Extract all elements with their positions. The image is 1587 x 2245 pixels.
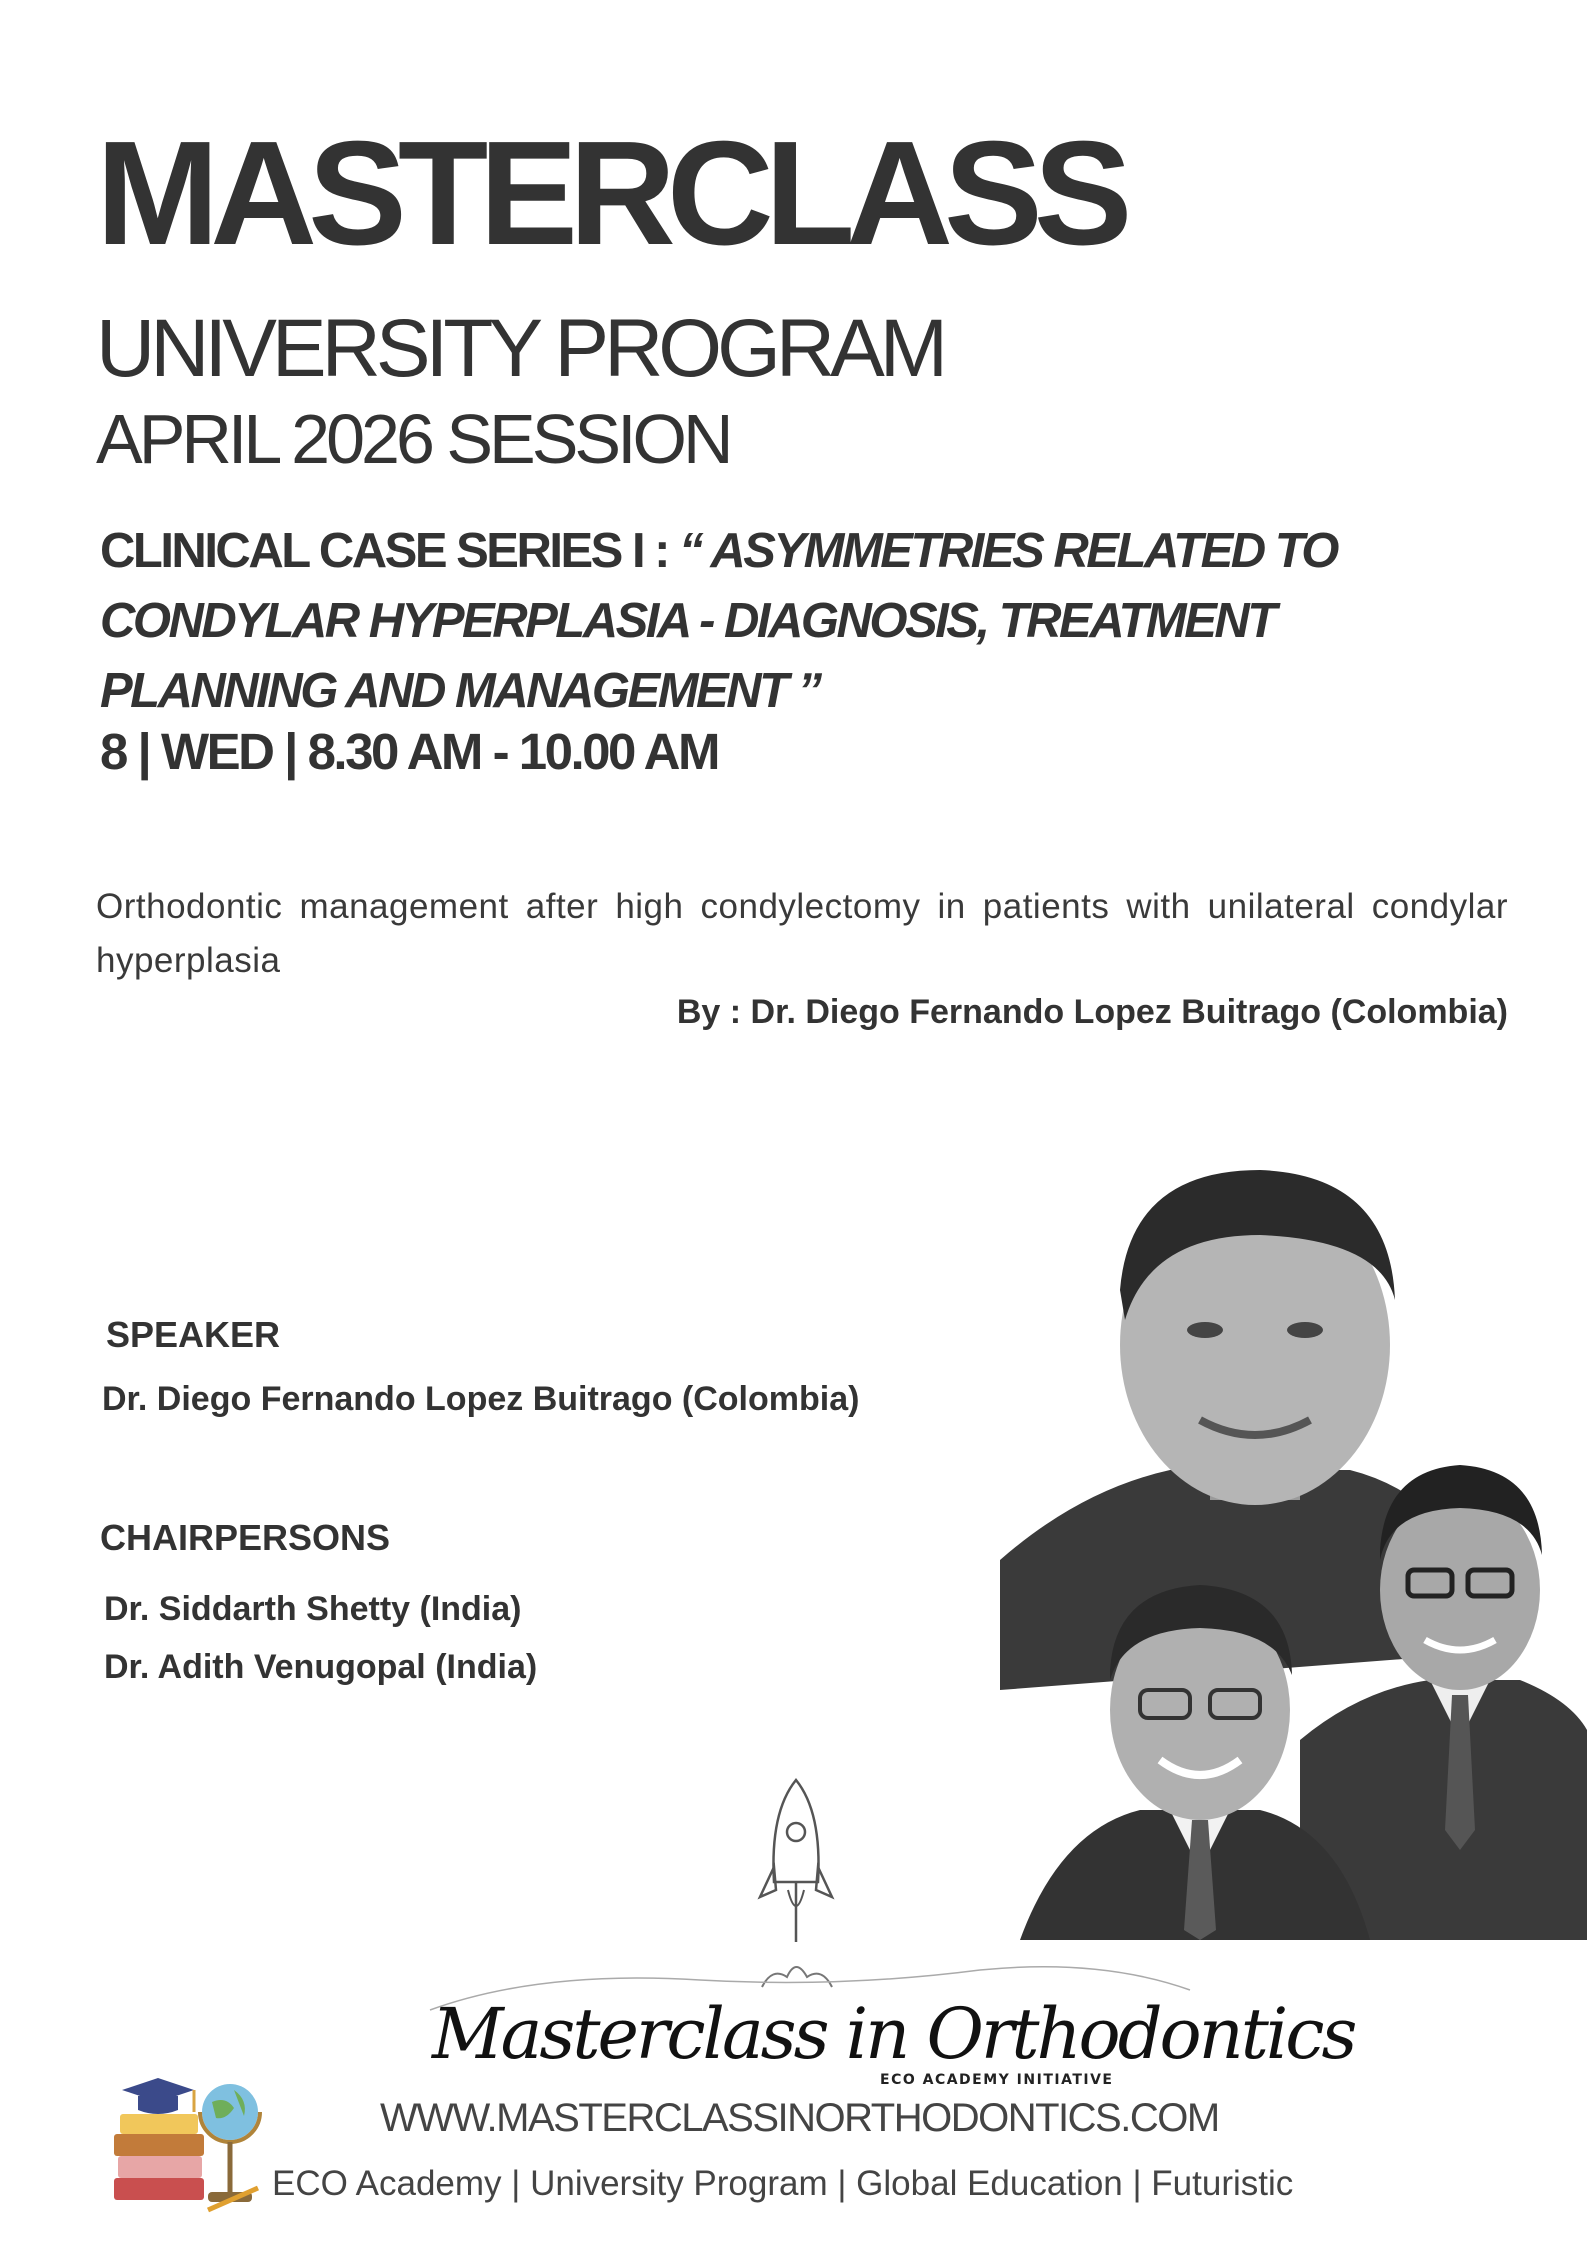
speaker-heading: SPEAKER (106, 1314, 281, 1355)
logo-subtitle: ECO ACADEMY INITIATIVE (880, 2072, 1114, 2088)
series-prefix: CLINICAL CASE SERIES I : (100, 524, 680, 578)
chairpersons-heading: CHAIRPERSONS (100, 1517, 391, 1558)
schedule: 8 | WED | 8.30 AM - 10.00 AM (100, 723, 718, 780)
page-title: MASTERCLASS (96, 111, 1124, 276)
logo-script: Masterclass in Orthodontics (432, 1993, 1355, 2075)
session-subtitle: APRIL 2026 SESSION (96, 400, 730, 478)
chairperson-name: Dr. Siddarth Shetty (India) (104, 1590, 522, 1628)
series-title (100, 516, 1400, 726)
speaker-photos (960, 1130, 1587, 1940)
lecture-description: Orthodontic management after high condylectomy in patients with unilateral condylar hyperplasia (96, 887, 1508, 980)
masterclass-logo (420, 1960, 1355, 2090)
lecture-byline: By : Dr. Diego Fernando Lopez Buitrago (Colombia) (676, 993, 1508, 1031)
website-link[interactable]: WWW.MASTERCLASSINORTHODONTICS.COM (380, 2096, 1219, 2140)
program-subtitle: UNIVERSITY PROGRAM (96, 303, 944, 394)
chairperson-name: Dr. Adith Venugopal (India) (104, 1648, 538, 1686)
series-topic: “ ASYMMETRIES RELATED TO CONDYLAR HYPERPLASIA - DIAGNOSIS, TREATMENT PLANNING AND MANAGEMENT ” (100, 524, 1337, 718)
rocket-icon (752, 1772, 840, 1992)
footer-tagline: ECO Academy | University Program | Global Education | Futuristic (272, 2164, 1294, 2203)
books-globe-icon (108, 2060, 268, 2220)
speaker-name: Dr. Diego Fernando Lopez Buitrago (Colombia) (102, 1380, 860, 1418)
